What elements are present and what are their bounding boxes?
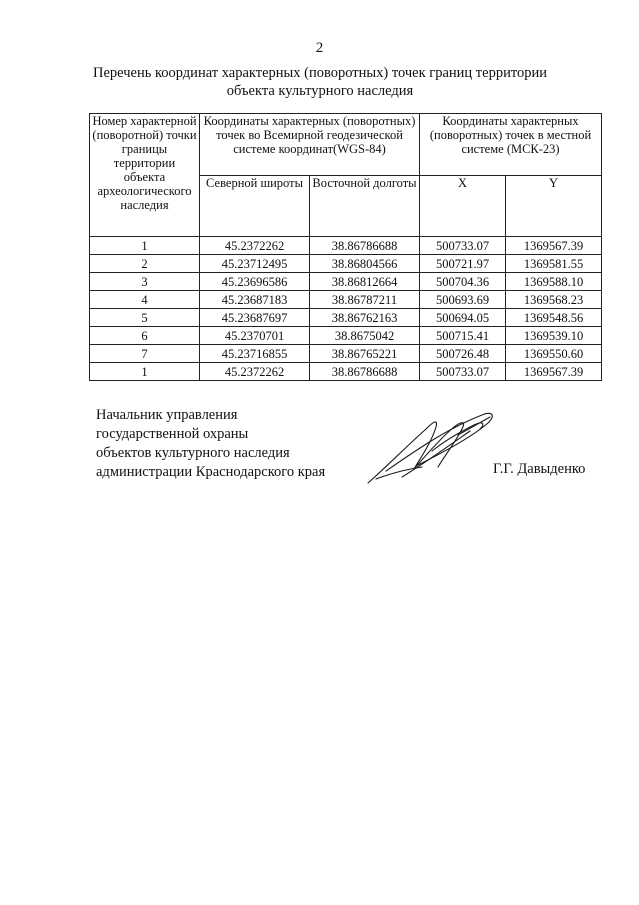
- table-row: [90, 273, 602, 291]
- latitude-cell: 45.23696586: [200, 273, 310, 291]
- y-cell: 1369568.23: [506, 291, 602, 309]
- y-cell: 1369548.56: [506, 309, 602, 327]
- page-number: 2: [315, 40, 324, 56]
- latitude-cell: 45.2372262: [200, 363, 310, 381]
- header-point-number: Номер характерной (поворотной) точки границы территории объекта археологического наследия: [90, 114, 200, 237]
- point-number-cell: 7: [90, 345, 200, 363]
- signatory-line-3: объектов культурного наследия: [96, 445, 290, 461]
- x-cell: 500704.36: [420, 273, 506, 291]
- y-cell: 1369550.60: [506, 345, 602, 363]
- latitude-cell: 45.23687697: [200, 309, 310, 327]
- signatory-line-1: Начальник управления: [96, 407, 238, 423]
- y-cell: 1369539.10: [506, 327, 602, 345]
- x-cell: 500694.05: [420, 309, 506, 327]
- point-number-cell: 1: [90, 363, 200, 381]
- handwritten-signature: [362, 407, 502, 492]
- longitude-cell: 38.8675042: [310, 327, 420, 345]
- signatory-line-2: государственной охраны: [96, 426, 249, 442]
- header-longitude: Восточной долготы: [310, 176, 420, 237]
- x-cell: 500733.07: [420, 363, 506, 381]
- x-cell: 500726.48: [420, 345, 506, 363]
- header-latitude: Северной широты: [200, 176, 310, 237]
- table-row: [90, 309, 602, 327]
- document-title-line-2: объекта культурного наследия: [226, 83, 414, 99]
- table-row: [90, 327, 602, 345]
- table-row: [90, 345, 602, 363]
- document-title: [60, 64, 580, 100]
- y-cell: 1369588.10: [506, 273, 602, 291]
- y-cell: 1369567.39: [506, 363, 602, 381]
- header-msk23-coordinates: Координаты характерных (поворотных) точек в местной системе (МСК-23): [420, 114, 602, 176]
- longitude-cell: 38.86787211: [310, 291, 420, 309]
- x-cell: 500715.41: [420, 327, 506, 345]
- longitude-cell: 38.86765221: [310, 345, 420, 363]
- y-cell: 1369567.39: [506, 237, 602, 255]
- header-wgs84-coordinates: Координаты характерных (поворотных) точек во Всемирной геодезической системе координат(WGS-84): [200, 114, 420, 176]
- x-cell: 500721.97: [420, 255, 506, 273]
- point-number-cell: 6: [90, 327, 200, 345]
- coordinates-table: [89, 113, 602, 381]
- y-cell: 1369581.55: [506, 255, 602, 273]
- latitude-cell: 45.23687183: [200, 291, 310, 309]
- signatory-line-4: администрации Краснодарского края: [96, 464, 326, 480]
- point-number-cell: 4: [90, 291, 200, 309]
- header-y: Y: [506, 176, 602, 237]
- x-cell: 500693.69: [420, 291, 506, 309]
- signer-name: Г.Г. Давыденко: [493, 461, 586, 477]
- table-header-row: [90, 114, 602, 176]
- x-cell: 500733.07: [420, 237, 506, 255]
- longitude-cell: 38.86786688: [310, 363, 420, 381]
- point-number-cell: 1: [90, 237, 200, 255]
- latitude-cell: 45.2372262: [200, 237, 310, 255]
- latitude-cell: 45.23716855: [200, 345, 310, 363]
- longitude-cell: 38.86762163: [310, 309, 420, 327]
- latitude-cell: 45.2370701: [200, 327, 310, 345]
- table-row: [90, 237, 602, 255]
- document-title-line-1: Перечень координат характерных (поворотных) точек границ территории: [92, 65, 548, 81]
- point-number-cell: 5: [90, 309, 200, 327]
- table-row: [90, 291, 602, 309]
- point-number-cell: 3: [90, 273, 200, 291]
- point-number-cell: 2: [90, 255, 200, 273]
- longitude-cell: 38.86804566: [310, 255, 420, 273]
- longitude-cell: 38.86786688: [310, 237, 420, 255]
- signatory-position: [96, 406, 325, 482]
- header-x: X: [420, 176, 506, 237]
- longitude-cell: 38.86812664: [310, 273, 420, 291]
- latitude-cell: 45.23712495: [200, 255, 310, 273]
- table-row: [90, 363, 602, 381]
- table-row: [90, 255, 602, 273]
